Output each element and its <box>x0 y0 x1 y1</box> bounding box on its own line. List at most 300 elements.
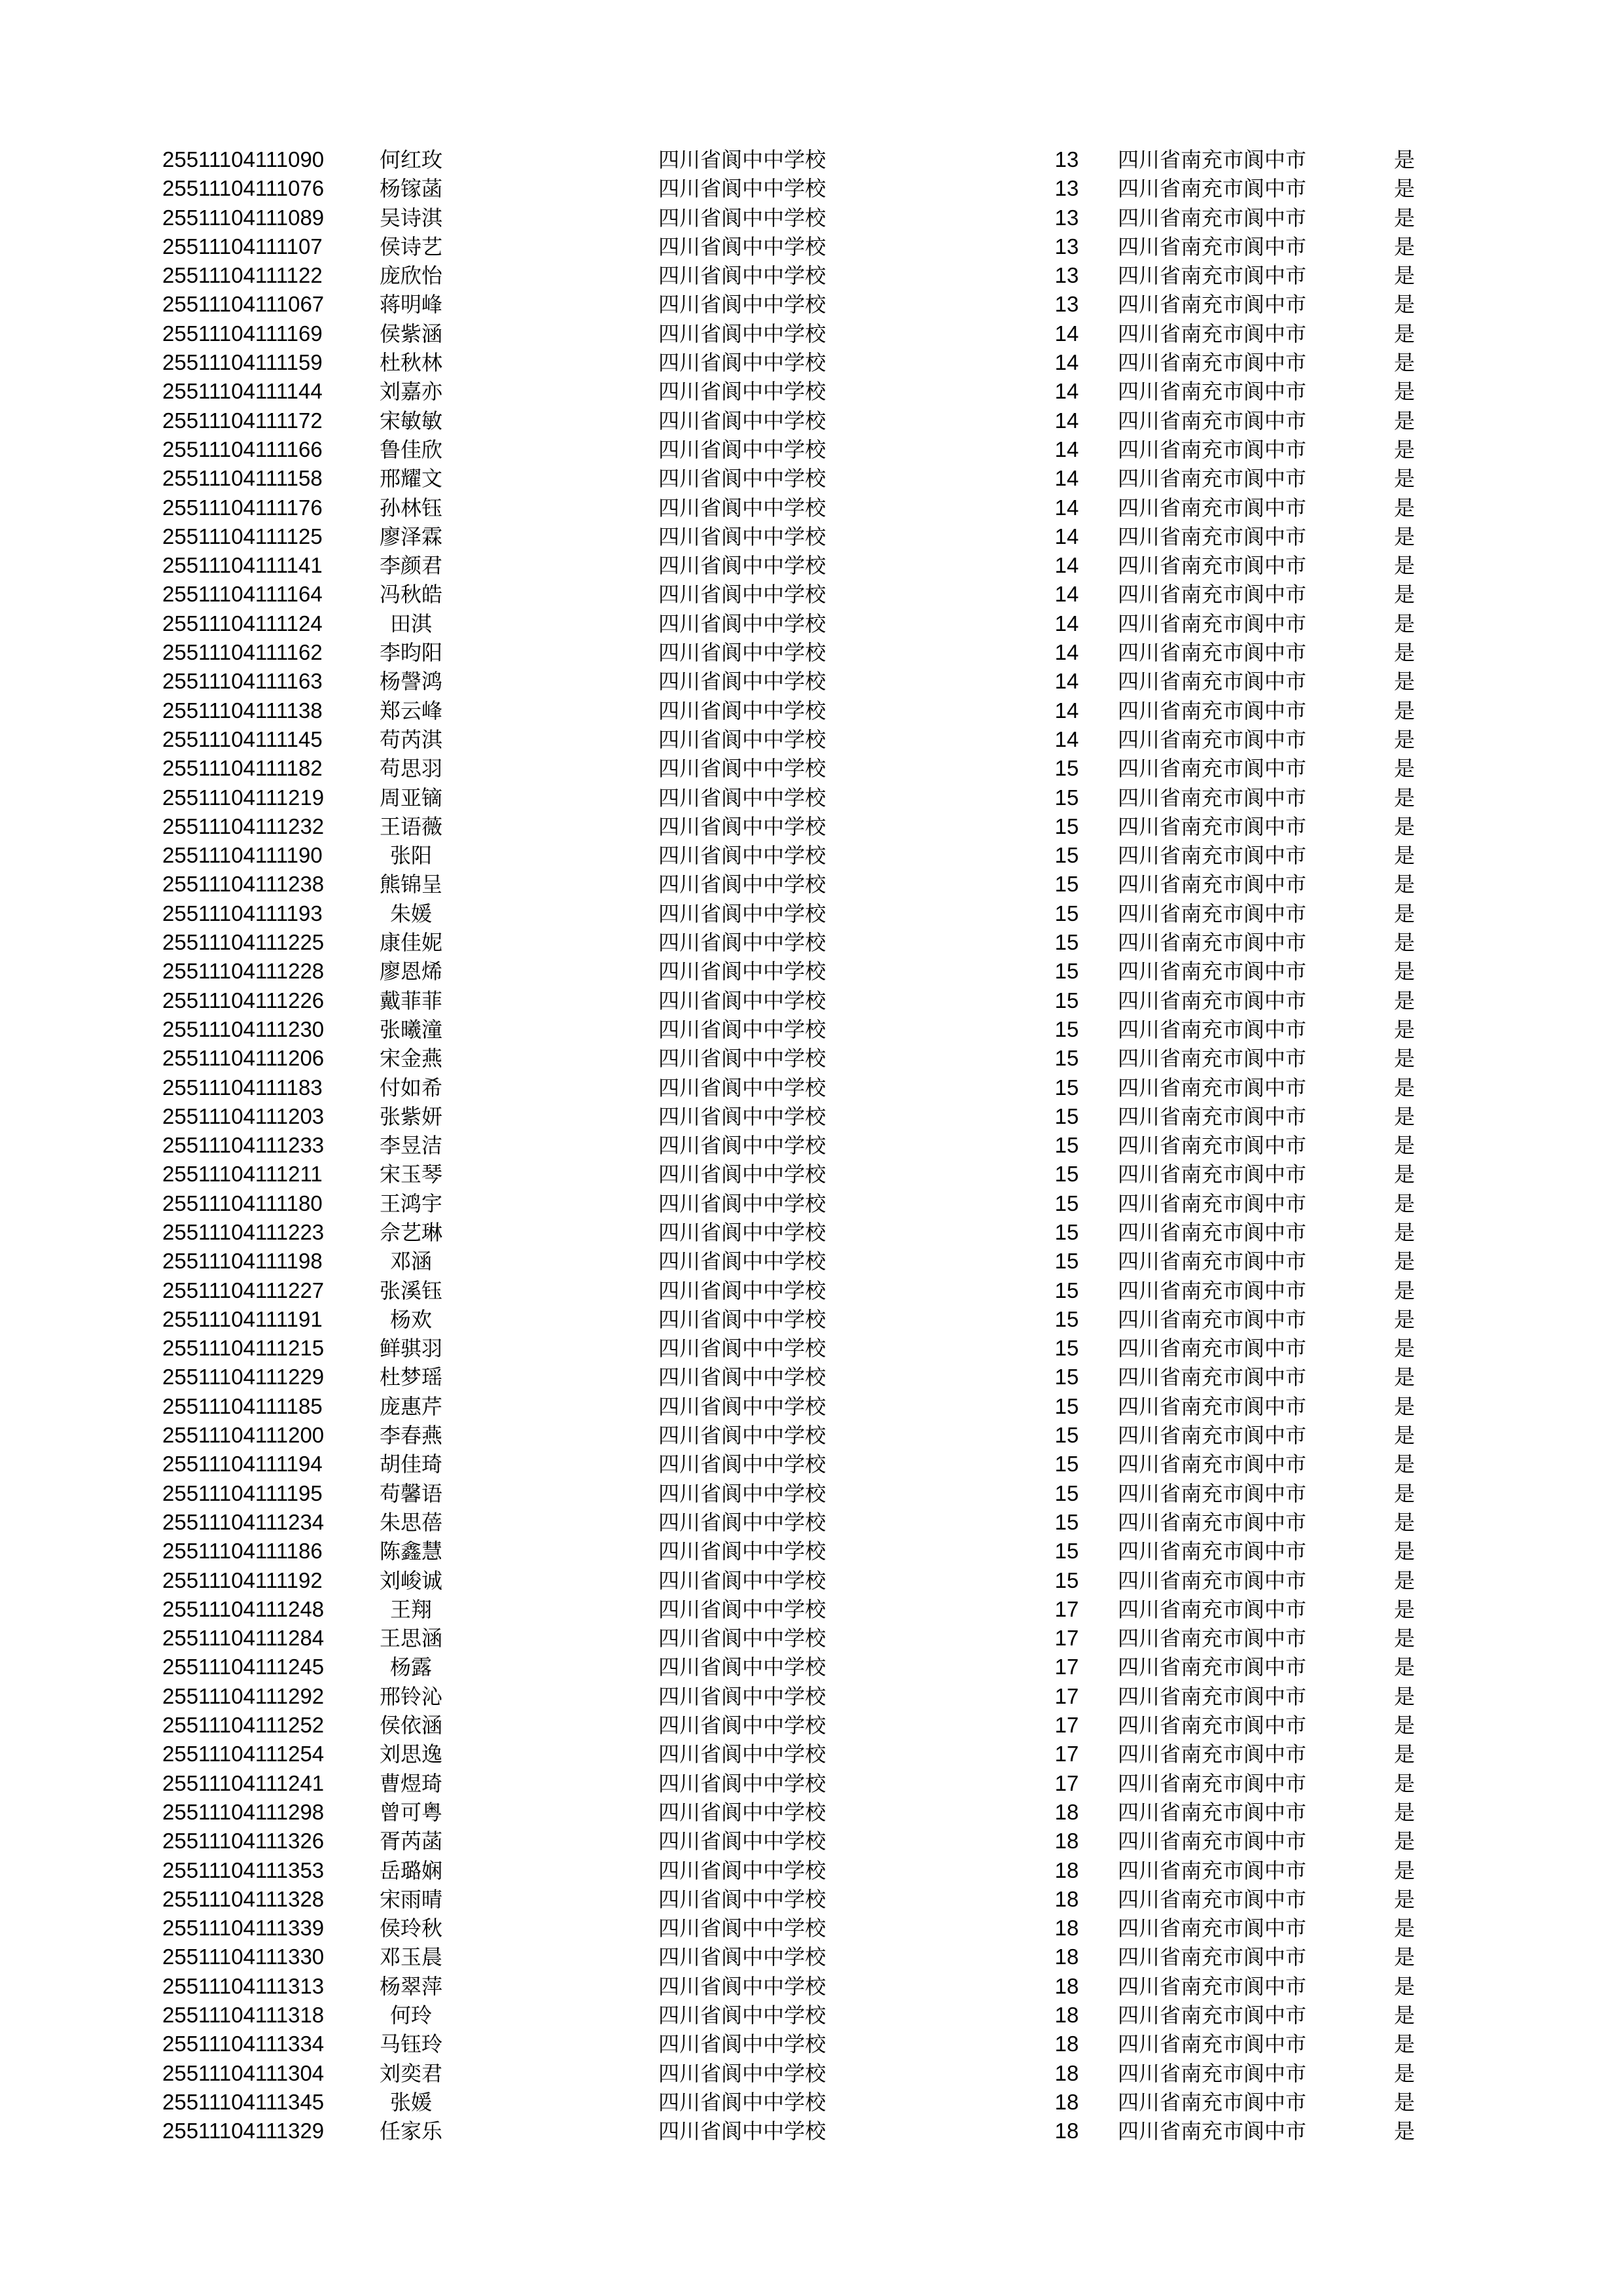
school-cell: 四川省阆中中学校 <box>658 1916 827 1941</box>
grade-cell: 15 <box>1054 1423 1079 1448</box>
school-cell: 四川省阆中中学校 <box>658 1249 827 1274</box>
region-cell: 四川省南充市阆中市 <box>1118 1306 1307 1332</box>
student-name-cell: 杨欢 <box>389 1306 432 1332</box>
student-id-cell: 25511104111159 <box>162 350 323 375</box>
flag-cell: 是 <box>1394 2060 1416 2086</box>
student-name-cell: 鲜骐羽 <box>379 1336 442 1361</box>
region-cell: 四川省南充市阆中市 <box>1118 1423 1307 1448</box>
school-cell: 四川省阆中中学校 <box>658 843 827 869</box>
region-cell: 四川省南充市阆中市 <box>1118 1365 1307 1390</box>
flag-cell: 是 <box>1394 698 1416 723</box>
region-cell: 四川省南充市阆中市 <box>1118 408 1307 433</box>
student-id-cell: 25511104111211 <box>162 1162 323 1187</box>
student-name-cell: 侯依涵 <box>379 1713 442 1738</box>
region-cell: 四川省南充市阆中市 <box>1118 1829 1307 1854</box>
student-name-cell: 李春燕 <box>379 1423 442 1448</box>
student-name-cell: 邢耀文 <box>379 466 442 492</box>
flag-cell: 是 <box>1394 901 1416 926</box>
student-name-cell: 侯玲秋 <box>379 1916 442 1941</box>
grade-cell: 14 <box>1054 669 1079 694</box>
flag-cell: 是 <box>1394 1655 1416 1680</box>
region-cell: 四川省南充市阆中市 <box>1118 1539 1307 1564</box>
student-id-cell: 25511104111193 <box>162 901 323 925</box>
grade-cell: 17 <box>1054 1596 1079 1621</box>
grade-cell: 15 <box>1054 1191 1079 1215</box>
student-name-cell: 胡佳琦 <box>379 1452 442 1477</box>
flag-cell: 是 <box>1394 553 1416 579</box>
region-cell: 四川省南充市阆中市 <box>1118 147 1307 172</box>
grade-cell: 14 <box>1054 698 1079 723</box>
flag-cell: 是 <box>1394 1886 1416 1912</box>
flag-cell: 是 <box>1394 1683 1416 1709</box>
student-name-cell: 李昱洁 <box>379 1133 442 1158</box>
student-name-cell: 侯紫涵 <box>379 321 442 346</box>
student-id-cell: 25511104111353 <box>162 1857 325 1882</box>
student-id-cell: 25511104111191 <box>162 1306 323 1331</box>
student-name-cell: 杨露 <box>389 1655 432 1680</box>
table-row <box>0 696 1623 725</box>
grade-cell: 15 <box>1054 930 1079 955</box>
student-name-cell: 杜梦瑶 <box>379 1365 442 1390</box>
grade-cell: 15 <box>1054 1249 1079 1274</box>
region-cell: 四川省南充市阆中市 <box>1118 1886 1307 1912</box>
flag-cell: 是 <box>1394 1133 1416 1158</box>
student-id-cell: 25511104111124 <box>162 611 323 636</box>
student-id-cell: 25511104111226 <box>162 988 325 1013</box>
school-cell: 四川省阆中中学校 <box>658 1799 827 1825</box>
student-name-cell: 刘思逸 <box>379 1742 442 1767</box>
grade-cell: 15 <box>1054 1480 1079 1505</box>
student-id-cell: 25511104111241 <box>162 1770 325 1795</box>
table-row <box>0 1914 1623 1943</box>
grade-cell: 15 <box>1054 756 1079 781</box>
flag-cell: 是 <box>1394 2089 1416 2115</box>
table-row <box>0 1740 1623 1768</box>
student-name-cell: 张曦潼 <box>379 1016 442 1042</box>
table-row <box>0 1189 1623 1218</box>
flag-cell: 是 <box>1394 1568 1416 1593</box>
grade-cell: 18 <box>1054 1857 1079 1882</box>
table-row <box>0 204 1623 232</box>
school-cell: 四川省阆中中学校 <box>658 205 827 230</box>
table-row <box>0 232 1623 261</box>
school-cell: 四川省阆中中学校 <box>658 611 827 636</box>
school-cell: 四川省阆中中学校 <box>658 1945 827 1970</box>
school-cell: 四川省阆中中学校 <box>658 1539 827 1564</box>
student-id-cell: 25511104111200 <box>162 1423 325 1448</box>
school-cell: 四川省阆中中学校 <box>658 1365 827 1390</box>
flag-cell: 是 <box>1394 1306 1416 1332</box>
student-name-cell: 付如希 <box>379 1075 442 1100</box>
table-row <box>0 1769 1623 1798</box>
table-row <box>0 290 1623 319</box>
school-cell: 四川省阆中中学校 <box>658 1016 827 1042</box>
student-name-cell: 宋敏敏 <box>379 408 442 433</box>
student-id-cell: 25511104111329 <box>162 2119 325 2144</box>
school-cell: 四川省阆中中学校 <box>658 640 827 666</box>
school-cell: 四川省阆中中学校 <box>658 408 827 433</box>
grade-cell: 15 <box>1054 1568 1079 1592</box>
table-row <box>0 1624 1623 1653</box>
grade-cell: 13 <box>1054 292 1079 317</box>
region-cell: 四川省南充市阆中市 <box>1118 553 1307 579</box>
student-id-cell: 25511104111145 <box>162 726 323 751</box>
grade-cell: 14 <box>1054 466 1079 491</box>
grade-cell: 15 <box>1054 1075 1079 1100</box>
flag-cell: 是 <box>1394 263 1416 289</box>
table-row <box>0 2001 1623 2030</box>
student-id-cell: 25511104111185 <box>162 1393 323 1418</box>
student-id-cell: 25511104111219 <box>162 785 325 810</box>
school-cell: 四川省阆中中学校 <box>658 1770 827 1796</box>
region-cell: 四川省南充市阆中市 <box>1118 1393 1307 1419</box>
flag-cell: 是 <box>1394 1162 1416 1187</box>
student-id-cell: 25511104111330 <box>162 1945 325 1969</box>
grade-cell: 14 <box>1054 611 1079 636</box>
student-name-cell: 郑云峰 <box>379 698 442 723</box>
table-row <box>0 841 1623 870</box>
student-name-cell: 熊锦呈 <box>379 872 442 897</box>
student-id-cell: 25511104111172 <box>162 408 323 433</box>
table-row <box>0 1972 1623 2001</box>
student-id-cell: 25511104111245 <box>162 1655 325 1679</box>
flag-cell: 是 <box>1394 1945 1416 1970</box>
school-cell: 四川省阆中中学校 <box>658 1973 827 1999</box>
school-cell: 四川省阆中中学校 <box>658 669 827 694</box>
flag-cell: 是 <box>1394 1509 1416 1535</box>
flag-cell: 是 <box>1394 524 1416 549</box>
student-id-cell: 25511104111318 <box>162 2003 325 2027</box>
grade-cell: 14 <box>1054 553 1079 578</box>
flag-cell: 是 <box>1394 1799 1416 1825</box>
table-row <box>0 348 1623 377</box>
table-row <box>0 2117 1623 2145</box>
school-cell: 四川省阆中中学校 <box>658 930 827 956</box>
table-row <box>0 1392 1623 1421</box>
school-cell: 四川省阆中中学校 <box>658 1191 827 1216</box>
table-row <box>0 1798 1623 1827</box>
grade-cell: 18 <box>1054 1829 1079 1854</box>
school-cell: 四川省阆中中学校 <box>658 2060 827 2086</box>
region-cell: 四川省南充市阆中市 <box>1118 930 1307 956</box>
region-cell: 四川省南充市阆中市 <box>1118 1799 1307 1825</box>
grade-cell: 15 <box>1054 1133 1079 1158</box>
region-cell: 四川省南充市阆中市 <box>1118 1770 1307 1796</box>
grade-cell: 13 <box>1054 263 1079 288</box>
student-id-cell: 25511104111225 <box>162 930 325 955</box>
grade-cell: 15 <box>1054 1336 1079 1361</box>
school-cell: 四川省阆中中学校 <box>658 1162 827 1187</box>
table-row <box>0 1363 1623 1391</box>
table-row <box>0 522 1623 551</box>
school-cell: 四川省阆中中学校 <box>658 814 827 839</box>
school-cell: 四川省阆中中学校 <box>658 234 827 259</box>
grade-cell: 15 <box>1054 959 1079 984</box>
table-row <box>0 899 1623 928</box>
student-name-cell: 孙林钰 <box>379 495 442 520</box>
flag-cell: 是 <box>1394 437 1416 462</box>
flag-cell: 是 <box>1394 756 1416 781</box>
flag-cell: 是 <box>1394 1626 1416 1651</box>
flag-cell: 是 <box>1394 814 1416 839</box>
region-cell: 四川省南充市阆中市 <box>1118 1742 1307 1767</box>
school-cell: 四川省阆中中学校 <box>658 1568 827 1593</box>
region-cell: 四川省南充市阆中市 <box>1118 669 1307 694</box>
school-cell: 四川省阆中中学校 <box>658 147 827 172</box>
table-row <box>0 1421 1623 1450</box>
region-cell: 四川省南充市阆中市 <box>1118 582 1307 607</box>
student-id-cell: 25511104111334 <box>162 2032 325 2056</box>
region-cell: 四川省南充市阆中市 <box>1118 756 1307 781</box>
student-name-cell: 王翔 <box>389 1596 432 1622</box>
grade-cell: 13 <box>1054 176 1079 201</box>
table-row <box>0 928 1623 957</box>
student-id-cell: 25511104111284 <box>162 1626 325 1651</box>
region-cell: 四川省南充市阆中市 <box>1118 1249 1307 1274</box>
school-cell: 四川省阆中中学校 <box>658 1219 827 1245</box>
school-cell: 四川省阆中中学校 <box>658 1857 827 1883</box>
student-name-cell: 邓涵 <box>389 1249 432 1274</box>
student-id-cell: 25511104111163 <box>162 669 323 694</box>
region-cell: 四川省南充市阆中市 <box>1118 698 1307 723</box>
grade-cell: 17 <box>1054 1742 1079 1767</box>
grade-cell: 15 <box>1054 843 1079 868</box>
school-cell: 四川省阆中中学校 <box>658 1509 827 1535</box>
region-cell: 四川省南充市阆中市 <box>1118 1713 1307 1738</box>
student-id-cell: 25511104111234 <box>162 1509 325 1534</box>
school-cell: 四川省阆中中学校 <box>658 292 827 317</box>
grade-cell: 15 <box>1054 1393 1079 1418</box>
student-id-cell: 25511104111166 <box>162 437 323 461</box>
region-cell: 四川省南充市阆中市 <box>1118 1452 1307 1477</box>
grade-cell: 15 <box>1054 1016 1079 1041</box>
flag-cell: 是 <box>1394 1829 1416 1854</box>
grade-cell: 15 <box>1054 901 1079 925</box>
student-id-cell: 25511104111190 <box>162 843 323 868</box>
grade-cell: 14 <box>1054 524 1079 548</box>
grade-cell: 13 <box>1054 205 1079 230</box>
student-id-cell: 25511104111232 <box>162 814 325 838</box>
table-row <box>0 957 1623 986</box>
student-id-cell: 25511104111229 <box>162 1365 325 1390</box>
region-cell: 四川省南充市阆中市 <box>1118 2089 1307 2115</box>
region-cell: 四川省南充市阆中市 <box>1118 379 1307 404</box>
student-name-cell: 廖恩烯 <box>379 959 442 984</box>
student-id-cell: 25511104111223 <box>162 1219 325 1244</box>
table-row <box>0 1856 1623 1885</box>
grade-cell: 15 <box>1054 872 1079 897</box>
school-cell: 四川省阆中中学校 <box>658 872 827 897</box>
region-cell: 四川省南充市阆中市 <box>1118 1336 1307 1361</box>
table-row <box>0 551 1623 580</box>
grade-cell: 18 <box>1054 1945 1079 1969</box>
grade-cell: 18 <box>1054 1973 1079 1998</box>
flag-cell: 是 <box>1394 582 1416 607</box>
student-id-cell: 25511104111248 <box>162 1596 325 1621</box>
flag-cell: 是 <box>1394 726 1416 752</box>
school-cell: 四川省阆中中学校 <box>658 2032 827 2057</box>
roster-table <box>0 145 1623 2145</box>
student-name-cell: 戴菲菲 <box>379 988 442 1013</box>
region-cell: 四川省南充市阆中市 <box>1118 350 1307 376</box>
school-cell: 四川省阆中中学校 <box>658 959 827 984</box>
flag-cell: 是 <box>1394 1770 1416 1796</box>
table-row <box>0 145 1623 174</box>
student-name-cell: 苟芮淇 <box>379 726 442 752</box>
region-cell: 四川省南充市阆中市 <box>1118 234 1307 259</box>
region-cell: 四川省南充市阆中市 <box>1118 1655 1307 1680</box>
region-cell: 四川省南充市阆中市 <box>1118 1075 1307 1100</box>
grade-cell: 13 <box>1054 147 1079 171</box>
table-row <box>0 406 1623 435</box>
student-name-cell: 王语薇 <box>379 814 442 839</box>
student-name-cell: 杨镓菡 <box>379 176 442 202</box>
school-cell: 四川省阆中中学校 <box>658 2089 827 2115</box>
student-name-cell: 朱思蓓 <box>379 1509 442 1535</box>
student-name-cell: 蒋明峰 <box>379 292 442 317</box>
student-id-cell: 25511104111169 <box>162 321 323 346</box>
region-cell: 四川省南充市阆中市 <box>1118 1480 1307 1506</box>
region-cell: 四川省南充市阆中市 <box>1118 263 1307 289</box>
grade-cell: 15 <box>1054 814 1079 838</box>
school-cell: 四川省阆中中学校 <box>658 785 827 810</box>
school-cell: 四川省阆中中学校 <box>658 582 827 607</box>
table-row <box>0 1566 1623 1595</box>
student-id-cell: 25511104111328 <box>162 1886 325 1911</box>
school-cell: 四川省阆中中学校 <box>658 379 827 404</box>
region-cell: 四川省南充市阆中市 <box>1118 726 1307 752</box>
region-cell: 四川省南充市阆中市 <box>1118 1133 1307 1158</box>
student-name-cell: 王思涵 <box>379 1626 442 1651</box>
student-name-cell: 庞惠芹 <box>379 1393 442 1419</box>
flag-cell: 是 <box>1394 843 1416 869</box>
region-cell: 四川省南充市阆中市 <box>1118 1568 1307 1593</box>
school-cell: 四川省阆中中学校 <box>658 901 827 926</box>
region-cell: 四川省南充市阆中市 <box>1118 2003 1307 2028</box>
flag-cell: 是 <box>1394 350 1416 376</box>
student-name-cell: 佘艺琳 <box>379 1219 442 1245</box>
student-id-cell: 25511104111180 <box>162 1191 323 1215</box>
student-id-cell: 25511104111230 <box>162 1016 325 1041</box>
student-id-cell: 25511104111089 <box>162 205 325 230</box>
student-name-cell: 陈鑫慧 <box>379 1539 442 1564</box>
grade-cell: 14 <box>1054 321 1079 346</box>
table-row <box>0 1653 1623 1681</box>
table-row <box>0 754 1623 783</box>
student-id-cell: 25511104111138 <box>162 698 323 723</box>
region-cell: 四川省南充市阆中市 <box>1118 524 1307 549</box>
flag-cell: 是 <box>1394 1365 1416 1390</box>
region-cell: 四川省南充市阆中市 <box>1118 2032 1307 2057</box>
school-cell: 四川省阆中中学校 <box>658 2119 827 2144</box>
grade-cell: 14 <box>1054 582 1079 607</box>
grade-cell: 15 <box>1054 1219 1079 1244</box>
student-id-cell: 25511104111215 <box>162 1336 325 1361</box>
student-id-cell: 25511104111194 <box>162 1452 323 1477</box>
student-name-cell: 苟思羽 <box>379 756 442 781</box>
student-id-cell: 25511104111228 <box>162 959 325 984</box>
school-cell: 四川省阆中中学校 <box>658 1075 827 1100</box>
school-cell: 四川省阆中中学校 <box>658 1596 827 1622</box>
student-name-cell: 邓玉晨 <box>379 1945 442 1970</box>
flag-cell: 是 <box>1394 1480 1416 1506</box>
table-row <box>0 1827 1623 1856</box>
table-row <box>0 1073 1623 1102</box>
grade-cell: 14 <box>1054 437 1079 461</box>
region-cell: 四川省南充市阆中市 <box>1118 205 1307 230</box>
flag-cell: 是 <box>1394 959 1416 984</box>
grade-cell: 15 <box>1054 1103 1079 1128</box>
table-row <box>0 1160 1623 1189</box>
region-cell: 四川省南充市阆中市 <box>1118 1596 1307 1622</box>
region-cell: 四川省南充市阆中市 <box>1118 1278 1307 1303</box>
flag-cell: 是 <box>1394 1278 1416 1303</box>
region-cell: 四川省南充市阆中市 <box>1118 437 1307 462</box>
school-cell: 四川省阆中中学校 <box>658 1683 827 1709</box>
grade-cell: 18 <box>1054 2003 1079 2027</box>
student-name-cell: 刘峻诚 <box>379 1568 442 1593</box>
grade-cell: 15 <box>1054 1539 1079 1564</box>
region-cell: 四川省南充市阆中市 <box>1118 1626 1307 1651</box>
school-cell: 四川省阆中中学校 <box>658 437 827 462</box>
table-row <box>0 1682 1623 1711</box>
grade-cell: 14 <box>1054 495 1079 520</box>
grade-cell: 17 <box>1054 1770 1079 1795</box>
table-row <box>0 1943 1623 1971</box>
flag-cell: 是 <box>1394 785 1416 810</box>
student-name-cell: 杨翠萍 <box>379 1973 442 1999</box>
student-name-cell: 杨謦鸿 <box>379 669 442 694</box>
grade-cell: 18 <box>1054 1916 1079 1941</box>
flag-cell: 是 <box>1394 1973 1416 1999</box>
flag-cell: 是 <box>1394 1219 1416 1245</box>
region-cell: 四川省南充市阆中市 <box>1118 1916 1307 1941</box>
grade-cell: 17 <box>1054 1626 1079 1651</box>
school-cell: 四川省阆中中学校 <box>658 1626 827 1651</box>
grade-cell: 15 <box>1054 1046 1079 1071</box>
table-row <box>0 638 1623 667</box>
student-name-cell: 宋雨晴 <box>379 1886 442 1912</box>
table-row <box>0 1131 1623 1160</box>
region-cell: 四川省南充市阆中市 <box>1118 843 1307 869</box>
region-cell: 四川省南充市阆中市 <box>1118 640 1307 666</box>
region-cell: 四川省南充市阆中市 <box>1118 901 1307 926</box>
student-name-cell: 岳璐娴 <box>379 1857 442 1883</box>
flag-cell: 是 <box>1394 611 1416 636</box>
region-cell: 四川省南充市阆中市 <box>1118 2119 1307 2144</box>
student-name-cell: 张紫妍 <box>379 1103 442 1129</box>
region-cell: 四川省南充市阆中市 <box>1118 466 1307 492</box>
student-id-cell: 25511104111198 <box>162 1249 323 1274</box>
student-id-cell: 25511104111076 <box>162 176 325 201</box>
flag-cell: 是 <box>1394 1336 1416 1361</box>
table-row <box>0 493 1623 522</box>
student-name-cell: 张阳 <box>389 843 432 869</box>
flag-cell: 是 <box>1394 1596 1416 1622</box>
table-row <box>0 1885 1623 1914</box>
flag-cell: 是 <box>1394 1423 1416 1448</box>
student-name-cell: 王鸿宇 <box>379 1191 442 1216</box>
school-cell: 四川省阆中中学校 <box>658 176 827 202</box>
school-cell: 四川省阆中中学校 <box>658 1452 827 1477</box>
student-name-cell: 田淇 <box>389 611 432 636</box>
flag-cell: 是 <box>1394 1916 1416 1941</box>
table-row <box>0 319 1623 348</box>
student-name-cell: 周亚镝 <box>379 785 442 810</box>
school-cell: 四川省阆中中学校 <box>658 495 827 520</box>
school-cell: 四川省阆中中学校 <box>658 988 827 1013</box>
school-cell: 四川省阆中中学校 <box>658 263 827 289</box>
